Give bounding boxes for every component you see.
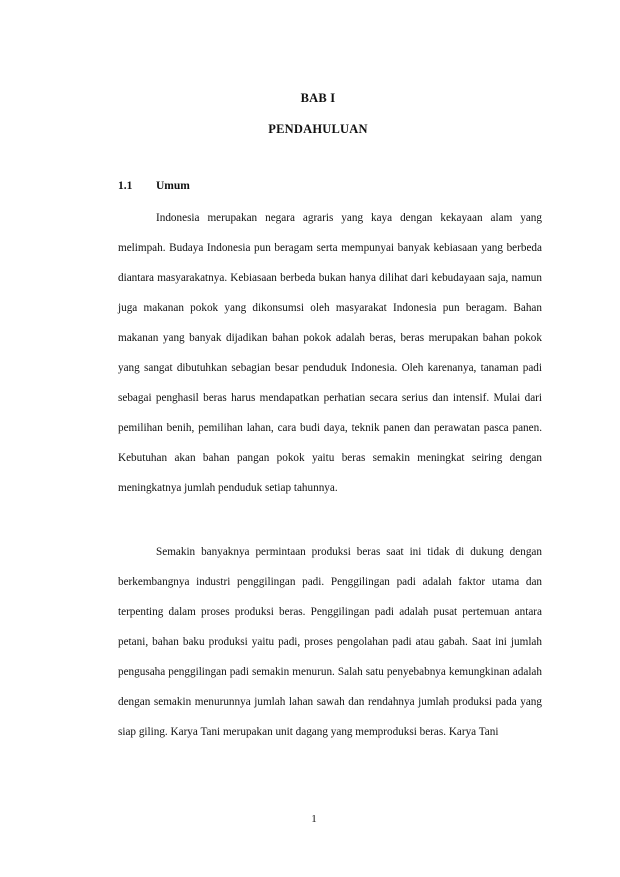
chapter-number: BAB I (300, 91, 336, 105)
section-title: Umum (156, 180, 190, 192)
body-paragraph-1: Indonesia merupakan negara agraris yang kaya dengan kekayaan alam yang melimpah. Budaya Indonesia pun beragam serta mempunyai banyak kebiasaan yang berbeda diantara masyarakatnya. Kebiasaan berbeda bukan hanya dilihat dari kebudayaan saja, namun juga makanan pokok yang dikonsumsi oleh masyarakat Indonesia pun beragam. Bahan makanan yang banyak dijadikan bahan pokok adalah beras, beras merupakan bahan pokok yang sangat dibutuhkan sebagian besar penduduk Indonesia. Oleh karenanya, tanaman padi sebagai penghasil beras harus mendapatkan perhatian secara serius dan intensif. Mulai dari pemilihan benih, pemilihan lahan, cara budi daya, teknik panen dan perawatan pasca panen. Kebutuhan akan bahan pangan pokok yaitu beras semakin meningkat seiring dengan meningkatnya jumlah penduduk setiap tahunnya. (118, 212, 542, 494)
chapter-title: PENDAHULUAN (268, 122, 368, 136)
section-number: 1.1 (118, 180, 133, 192)
body-paragraph-2: Semakin banyaknya permintaan produksi beras saat ini tidak di dukung dengan berkembangnya industri penggilingan padi. Penggilingan padi adalah faktor utama dan terpenting dalam proses produksi beras. Penggilingan padi adalah pusat pertemuan antara petani, bahan baku produksi yaitu padi, proses pengolahan padi atau gabah. Saat ini jumlah pengusaha penggilingan padi semakin menurun. Salah satu penyebabnya kemungkinan adalah dengan semakin menurunnya jumlah lahan sawah dan rendahnya jumlah produksi pada yang siap giling. Karya Tani merupakan unit dagang yang memproduksi beras. Karya Tani (118, 546, 542, 738)
page-number: 1 (311, 813, 317, 825)
